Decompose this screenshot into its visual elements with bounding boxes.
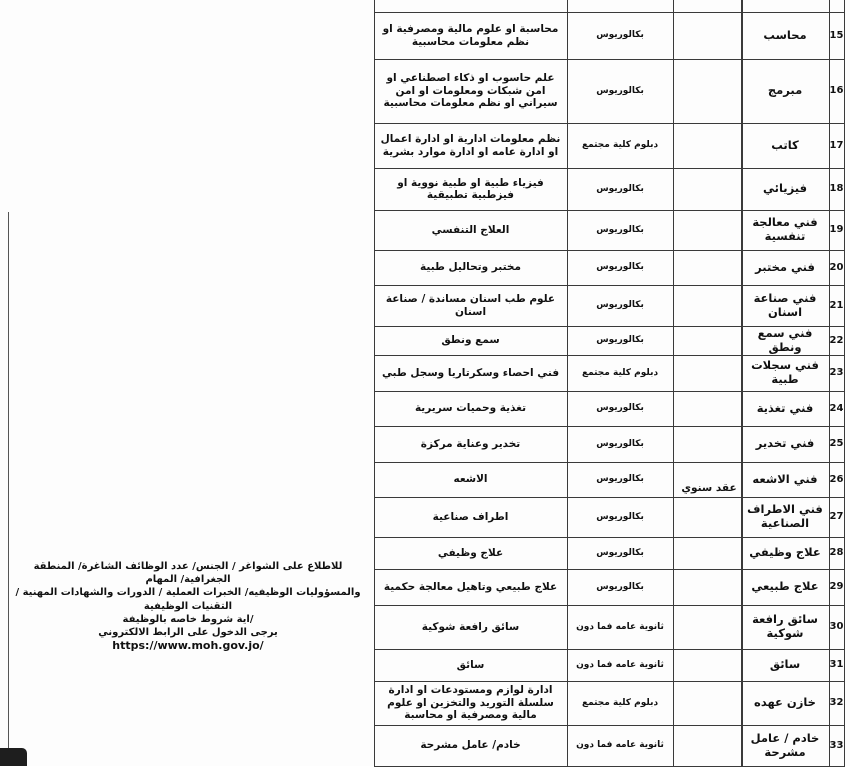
job-title: فيزيائي — [763, 181, 807, 196]
column-divider — [673, 0, 674, 766]
specialization-cell: سمع ونطق — [441, 334, 500, 347]
job-title: فني معالجة تنفسية — [752, 215, 818, 243]
row-number: 15 — [829, 29, 844, 41]
specialization-cell: علم حاسوب او ذكاء اصطناعي او امن شبكات ومعلومات او امن سيراني او نظم معلومات محاسبية — [383, 72, 558, 110]
row-number: 19 — [829, 224, 844, 236]
specialization-cell: ادارة لوازم ومستودعات او ادارة سلسلة التوريد والتخزين او علوم مالية ومصرفية او محاسبة — [387, 684, 554, 722]
qualification-cell: بكالوريوس — [596, 581, 644, 592]
qualification-cell: بكالوريوس — [596, 183, 644, 194]
specialization-cell: اطراف صناعية — [432, 510, 509, 523]
specialization-cell: تغذية وحميات سريرية — [414, 402, 527, 415]
qualification-cell: بكالوريوس — [596, 547, 644, 558]
job-title: علاج وظيفي — [749, 545, 821, 560]
row-number: 32 — [829, 697, 844, 709]
row-number: 28 — [829, 547, 844, 559]
qualification-cell: دبلوم كلية مجتمع — [581, 697, 659, 708]
row-number: 18 — [829, 183, 844, 195]
row-number: 26 — [829, 473, 844, 485]
job-title: فني الاشعه — [752, 471, 818, 486]
moh-website-link[interactable]: https://www.moh.gov.jo/ — [112, 639, 264, 653]
job-title: علاج طبيعي — [751, 579, 819, 594]
job-title: فني سمع ونطق — [757, 325, 813, 354]
job-title: فني الاطراف الصناعية — [747, 502, 823, 530]
row-number: 27 — [829, 511, 844, 523]
specialization-cell: نظم معلومات ادارية او ادارة اعمال او ادارة عامه او ادارة موارد بشرية — [380, 133, 561, 158]
specialization-cell: سائق — [456, 658, 485, 671]
row-number: 23 — [829, 367, 844, 379]
qualification-cell: بكالوريوس — [596, 474, 644, 485]
qualification-cell: بكالوريوس — [596, 30, 644, 41]
note-line-1: للاطلاع على الشواغر / الجنس/ عدد الوظائف الشاغرة/ المنطقة الجغرافية/ المهام — [33, 561, 343, 586]
job-title: فني مختبر — [755, 259, 815, 274]
row-number: 21 — [829, 299, 844, 311]
job-title: مبرمج — [767, 83, 803, 98]
corner-overlay — [0, 748, 27, 766]
specialization-cell: علاج وظيفي — [437, 546, 504, 559]
job-title: فني تخدير — [755, 436, 815, 451]
specialization-cell: فيزياء طبية او طبية نووية او فيزطبية تطبيقية — [397, 176, 544, 201]
qualification-cell: دبلوم كلية مجتمع — [581, 367, 659, 378]
row-number: 31 — [829, 659, 844, 671]
specialization-cell: العلاج التنفسي — [431, 223, 510, 236]
qualification-cell: بكالوريوس — [596, 224, 644, 235]
specialization-cell: علاج طبيعي وتاهيل معالجة حكمية — [383, 580, 558, 593]
qualification-cell: ثانوية عامه فما دون — [576, 659, 664, 670]
contract-type-cell: عقد سنوي — [681, 482, 737, 494]
job-title: فني سجلات طبية — [751, 358, 819, 386]
row-number: 33 — [829, 739, 844, 751]
qualification-cell: بكالوريوس — [596, 262, 644, 273]
qualification-cell: ثانوية عامه فما دون — [576, 740, 664, 751]
note-line-3: /اية شروط خاصه بالوظيفة — [122, 613, 254, 625]
job-title: محاسب — [763, 27, 807, 42]
specialization-cell: الاشعه — [453, 473, 488, 486]
qualification-cell: بكالوريوس — [596, 438, 644, 449]
job-title: فني تغذية — [756, 400, 814, 415]
row-number: 25 — [829, 438, 844, 450]
vacancies-note — [12, 560, 364, 654]
qualification-cell: بكالوريوس — [596, 300, 644, 311]
specialization-cell: تخدير وعناية مركزة — [420, 437, 521, 450]
row-number: 29 — [829, 581, 844, 593]
qualification-cell: بكالوريوس — [596, 335, 644, 346]
job-title: كاتب — [771, 137, 799, 152]
specialization-cell: فني احصاء وسكرتاريا وسجل طبي — [381, 366, 560, 379]
left-border-line — [8, 212, 9, 766]
specialization-cell: سائق رافعة شوكية — [421, 620, 520, 633]
job-title: خازن عهده — [754, 695, 816, 710]
job-title: فني صناعة اسنان — [753, 290, 817, 319]
qualification-cell: دبلوم كلية مجتمع — [581, 140, 659, 151]
row-number: 17 — [829, 139, 844, 151]
column-divider — [844, 0, 845, 766]
row-number: 20 — [829, 261, 844, 273]
row-number: 24 — [829, 402, 844, 414]
qualification-cell: ثانوية عامه فما دون — [576, 621, 664, 632]
row-number: 30 — [829, 621, 844, 633]
note-line-2: والمسؤوليات الوظيفيه/ الخبرات العملية / الدورات والشهادات المهنية / التقنيات الوظيفية — [15, 587, 361, 612]
job-title: سائق — [769, 657, 801, 672]
specialization-cell: مختبر وتحاليل طبية — [420, 261, 521, 274]
job-title: سائق رافعة شوكية — [752, 612, 818, 640]
job-title: خادم / عامل مشرحة — [750, 730, 820, 759]
specialization-cell: محاسبة او علوم مالية ومصرفية او نظم معلومات محاسبية — [382, 23, 559, 48]
specialization-cell: علوم طب اسنان مساندة / صناعة اسنان — [385, 293, 556, 318]
qualification-cell: بكالوريوس — [596, 403, 644, 414]
specialization-cell: خادم/ عامل مشرحة — [420, 739, 521, 752]
qualification-cell: بكالوريوس — [596, 85, 644, 96]
row-number: 16 — [829, 85, 844, 97]
note-line-4: يرجى الدخول على الرابط الالكتروني — [98, 626, 278, 638]
qualification-cell: بكالوريوس — [596, 511, 644, 522]
row-number: 22 — [829, 334, 844, 346]
